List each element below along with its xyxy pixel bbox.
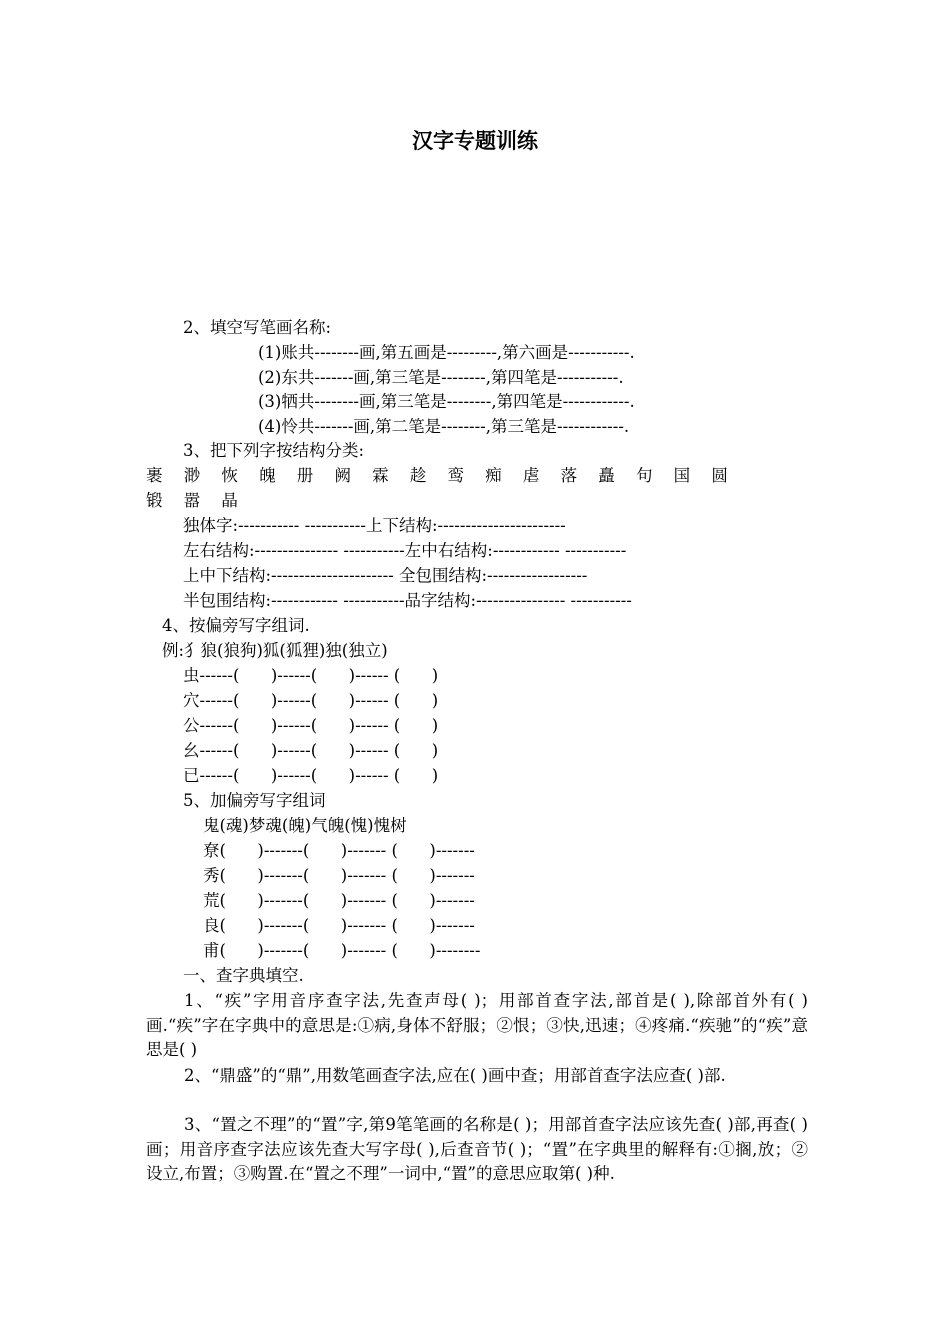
section-4-example: 例:犭狼(狼狗)狐(狐狸)独(独立) [162, 641, 388, 660]
char: 霖 [372, 466, 389, 485]
char: 嚣 [183, 491, 201, 510]
char: 裹 [146, 466, 163, 485]
char: 句 [635, 466, 653, 485]
char: 阙 [334, 466, 351, 485]
char: 魄 [259, 466, 276, 485]
char: 痴 [485, 466, 502, 485]
char: 鸾 [447, 466, 464, 485]
structure-row-4: 半包围结构:------------ -----------品字结构:---------------- ----------- [183, 591, 632, 610]
section-5-example: 鬼(魂)梦魂(魄)气魄(愧)愧树 [203, 816, 407, 835]
char: 晶 [221, 491, 238, 510]
stroke-item-1: (1)账共--------画,第五画是---------,第六画是-----------. [258, 343, 635, 362]
section-4-heading: 4、按偏旁写字组词. [162, 616, 310, 635]
add-radical-row-3: 荒( )-------( )------- ( )------- [203, 891, 475, 910]
char: 册 [296, 466, 314, 485]
dictionary-heading: 一、查字典填空. [183, 966, 304, 985]
radical-row-5: 已------( )------( )------ ( ) [183, 766, 439, 785]
char: 落 [560, 466, 578, 485]
radical-row-3: 公------( )------( )------ ( ) [183, 716, 439, 735]
stroke-item-2: (2)东共-------画,第三笔是--------,第四笔是-----------. [258, 368, 624, 387]
dictionary-question-1: 1、“疾”字用音序查字法,先查声母( )；用部首查字法,部首是( ),除部首外有( )画.“疾”字在字典中的意思是:①病,身体不舒服；②恨；③快,迅速；④疼痛.“疾驰”的“疾”意思是( ) [146, 991, 808, 1059]
structure-row-2: 左右结构:--------------- -----------左中右结构:------------ ----------- [183, 541, 627, 560]
add-radical-row-1: 尞( )-------( )------- ( )------- [203, 841, 475, 860]
radical-row-1: 虫------( )------( )------ ( ) [183, 666, 439, 685]
add-radical-row-2: 秀( )-------( )------- ( )------- [203, 866, 475, 885]
char: 矗 [598, 466, 615, 485]
char: 恢 [221, 466, 238, 485]
structure-row-3: 上中下结构:---------------------- 全包围结构:------------------ [183, 566, 588, 585]
dictionary-question-3: 3、“置之不理”的“置”字,第9笔笔画的名称是( )；用部首查字法应该先查( )部,再查( )画；用音序查字法应该先查大写字母( ),后查音节( )；“置”在字典里的解释有:①搁,放；②设立,布置；③购置.在“置之不理”一词中,“置”的意思应取第( )种. [146, 1115, 808, 1183]
char: 趁 [409, 466, 427, 485]
stroke-item-4: (4)怜共-------画,第二笔是--------,第三笔是------------. [258, 417, 630, 436]
char: 虐 [522, 466, 540, 485]
section-3-heading: 3、把下列字按结构分类: [183, 441, 365, 460]
structure-row-1: 独体字:----------- -----------上下结构:----------------------- [183, 516, 566, 535]
char: 锻 [146, 491, 163, 510]
char: 渺 [183, 466, 201, 485]
add-radical-row-4: 良( )-------( )------- ( )------- [203, 916, 475, 935]
section-2-heading: 2、填空写笔画名称: [183, 318, 332, 337]
radical-row-4: 幺------( )------( )------ ( ) [183, 741, 439, 760]
character-list [146, 464, 786, 513]
char: 国 [673, 466, 691, 485]
radical-row-2: 穴------( )------( )------ ( ) [183, 691, 439, 710]
dictionary-question-2: 2、“鼎盛”的“鼎”,用数笔画查字法,应在( )画中查；用部首查字法应查( )部. [184, 1066, 726, 1085]
stroke-item-3: (3)牺共--------画,第三笔是--------,第四笔是------------. [258, 392, 635, 411]
page-title: 汉字专题训练 [412, 129, 538, 153]
add-radical-row-5: 甫( )-------( )------- ( )-------- [203, 941, 481, 960]
section-5-heading: 5、加偏旁写字组词 [183, 791, 326, 810]
char: 圆 [711, 466, 728, 485]
